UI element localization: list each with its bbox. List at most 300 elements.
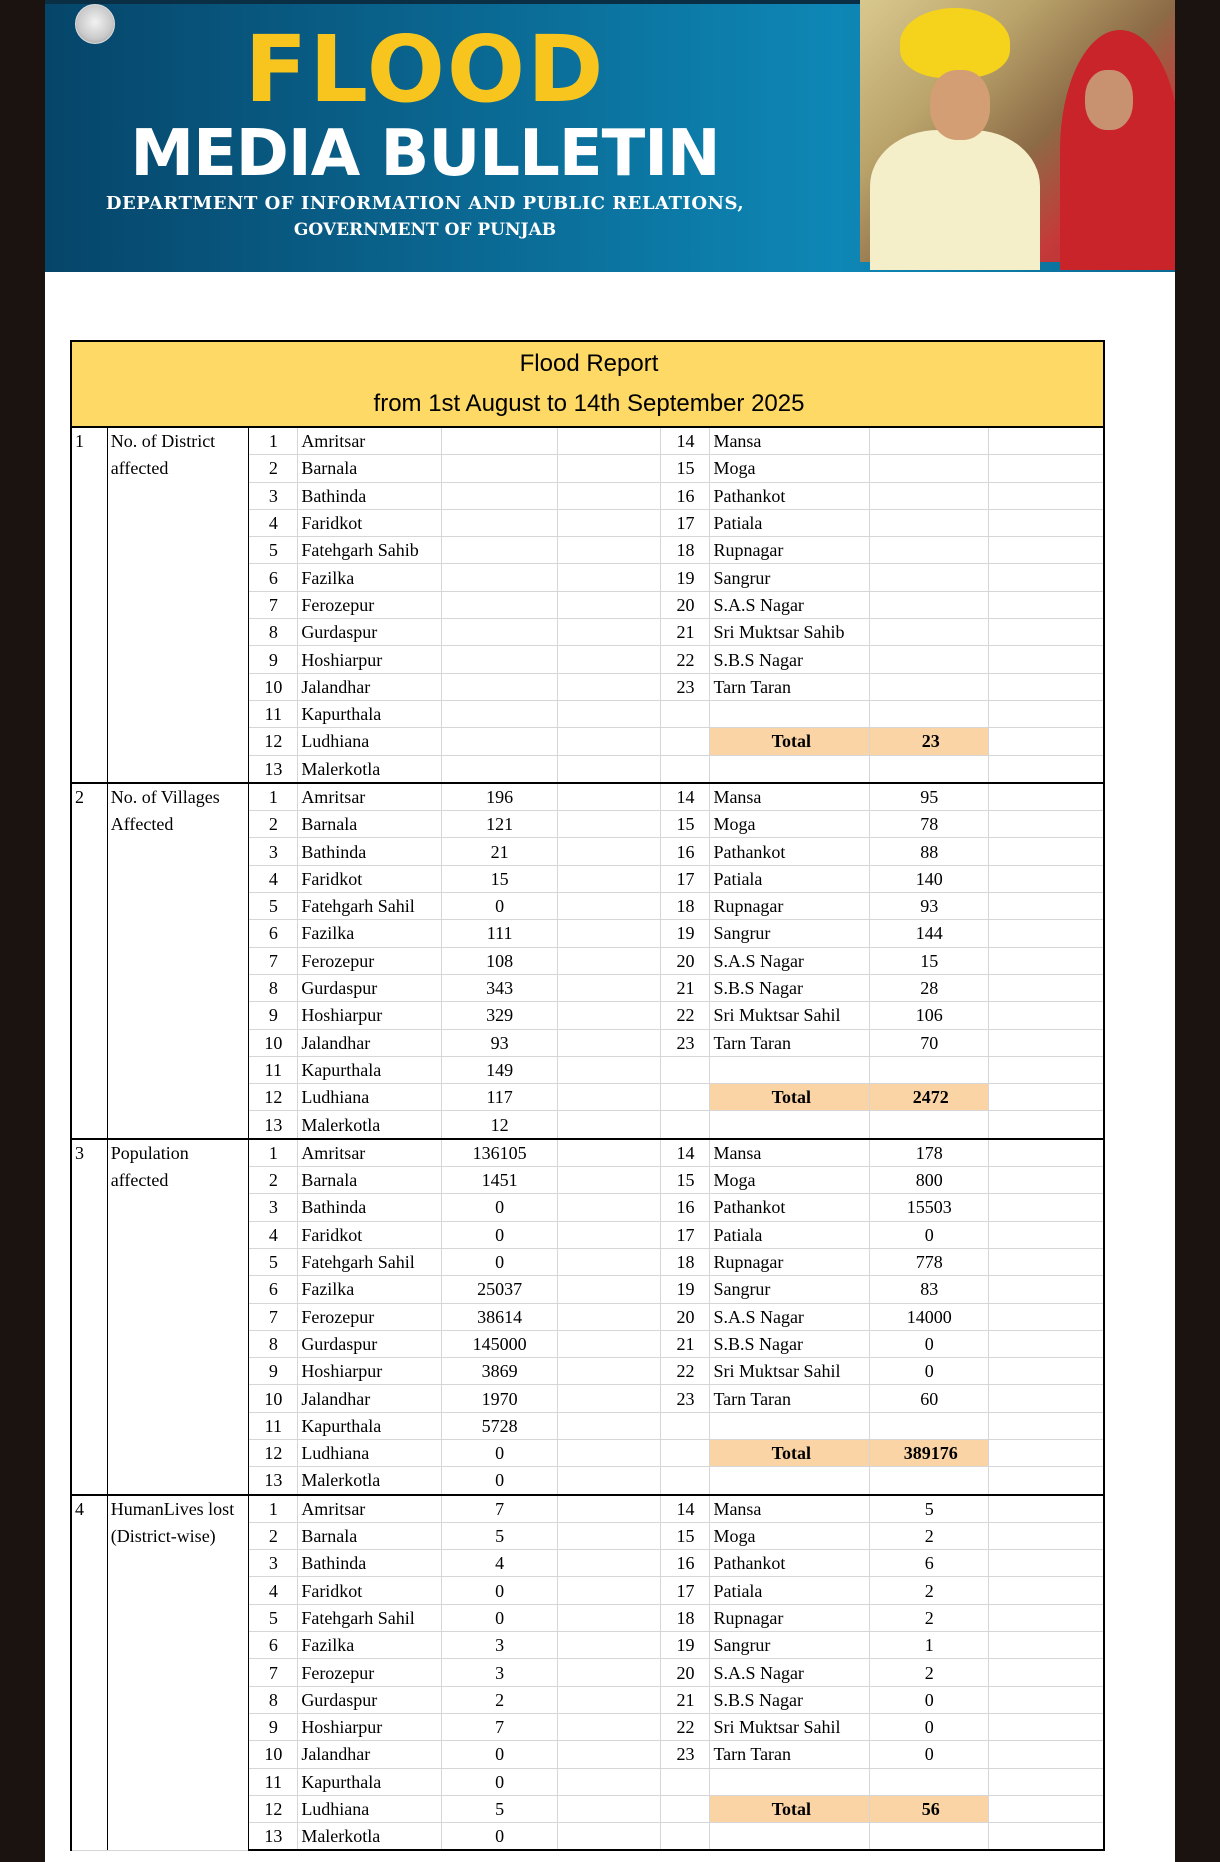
spacer-cell [989, 564, 1104, 591]
spacer-cell [989, 1795, 1104, 1822]
right-value: 144 [870, 920, 989, 947]
left-value: 0 [442, 1248, 558, 1275]
right-district: Pathankot [710, 838, 870, 865]
section-number: 2 [71, 783, 107, 1139]
empty-cell [870, 1467, 989, 1495]
right-serial: 16 [661, 1194, 710, 1221]
left-district: Amritsar [298, 783, 442, 811]
right-district: Mansa [710, 427, 870, 455]
spacer-cell [558, 865, 661, 892]
spacer-cell [558, 1029, 661, 1056]
left-value [442, 673, 558, 700]
table-row [71, 427, 1104, 455]
left-district: Hoshiarpur [298, 1002, 442, 1029]
left-serial: 10 [249, 1029, 298, 1056]
left-district: Malerkotla [298, 1111, 442, 1139]
right-serial: 19 [661, 920, 710, 947]
spacer-cell [558, 1741, 661, 1768]
right-district: Rupnagar [710, 1604, 870, 1631]
left-district: Fatehgarh Sahil [298, 1248, 442, 1275]
spacer-cell [989, 1002, 1104, 1029]
total-value: 56 [870, 1795, 989, 1822]
left-serial: 7 [249, 947, 298, 974]
spacer-cell [558, 1194, 661, 1221]
left-value: 111 [442, 920, 558, 947]
spacer-cell [558, 564, 661, 591]
right-district: Moga [710, 1167, 870, 1194]
right-district: Sangrur [710, 564, 870, 591]
spacer-cell [989, 427, 1104, 455]
empty-cell [710, 1467, 870, 1495]
right-serial: 15 [661, 1167, 710, 1194]
left-serial: 2 [249, 1167, 298, 1194]
right-value: 0 [870, 1358, 989, 1385]
left-serial: 10 [249, 1741, 298, 1768]
spacer-cell [558, 1495, 661, 1523]
right-value: 78 [870, 811, 989, 838]
spacer-cell [989, 1741, 1104, 1768]
left-serial: 6 [249, 564, 298, 591]
spacer-cell [989, 482, 1104, 509]
left-value: 15 [442, 865, 558, 892]
left-serial: 5 [249, 1248, 298, 1275]
left-district: Fazilka [298, 564, 442, 591]
left-value: 149 [442, 1056, 558, 1083]
spacer-cell [989, 1358, 1104, 1385]
left-serial: 1 [249, 1139, 298, 1167]
left-district: Jalandhar [298, 1385, 442, 1412]
right-value: 140 [870, 865, 989, 892]
right-district: S.B.S Nagar [710, 1330, 870, 1357]
left-district: Fazilka [298, 1632, 442, 1659]
empty-cell [661, 1111, 710, 1139]
right-district: Patiala [710, 509, 870, 536]
left-district: Barnala [298, 1522, 442, 1549]
spacer-cell [989, 1659, 1104, 1686]
spacer-cell [989, 1495, 1104, 1523]
right-serial: 22 [661, 1358, 710, 1385]
left-value: 3869 [442, 1358, 558, 1385]
total-label: Total [710, 728, 870, 755]
department-line-2: GOVERNMENT OF PUNJAB [293, 220, 557, 240]
left-district: Hoshiarpur [298, 646, 442, 673]
left-value: 5 [442, 1795, 558, 1822]
spacer-cell [989, 811, 1104, 838]
right-value [870, 619, 989, 646]
photo-figure-shirt [870, 130, 1040, 270]
right-value: 778 [870, 1248, 989, 1275]
photo-figure-face [930, 70, 990, 140]
section-number: 1 [71, 427, 107, 783]
left-value [442, 455, 558, 482]
spacer-cell [989, 865, 1104, 892]
empty-cell [661, 1412, 710, 1439]
left-serial: 11 [249, 1768, 298, 1795]
left-district: Amritsar [298, 427, 442, 455]
left-serial: 4 [249, 1221, 298, 1248]
left-value [442, 509, 558, 536]
spacer-cell [558, 619, 661, 646]
spacer-cell [989, 755, 1104, 783]
left-value: 145000 [442, 1330, 558, 1357]
right-serial: 21 [661, 974, 710, 1001]
spacer-cell [558, 455, 661, 482]
left-district: Bathinda [298, 838, 442, 865]
left-district: Kapurthala [298, 1768, 442, 1795]
spacer-cell [989, 1139, 1104, 1167]
right-value [870, 482, 989, 509]
empty-cell [870, 1056, 989, 1083]
spacer-cell [558, 646, 661, 673]
left-district: Fatehgarh Sahil [298, 893, 442, 920]
spacer-cell [989, 673, 1104, 700]
left-serial: 3 [249, 482, 298, 509]
left-district: Gurdaspur [298, 974, 442, 1001]
empty-cell [661, 1084, 710, 1111]
left-serial: 6 [249, 1632, 298, 1659]
left-district: Faridkot [298, 509, 442, 536]
left-value: 196 [442, 783, 558, 811]
spacer-cell [558, 1632, 661, 1659]
right-serial: 21 [661, 1686, 710, 1713]
left-district: Gurdaspur [298, 1330, 442, 1357]
left-district: Ludhiana [298, 1084, 442, 1111]
right-value [870, 455, 989, 482]
spacer-cell [558, 1330, 661, 1357]
right-serial: 20 [661, 947, 710, 974]
empty-cell [661, 1467, 710, 1495]
spacer-cell [989, 455, 1104, 482]
left-district: Amritsar [298, 1495, 442, 1523]
empty-cell [661, 728, 710, 755]
left-value [442, 646, 558, 673]
spacer-cell [989, 1713, 1104, 1740]
right-value: 70 [870, 1029, 989, 1056]
left-serial: 11 [249, 700, 298, 727]
left-district: Malerkotla [298, 1467, 442, 1495]
empty-cell [661, 1439, 710, 1466]
right-value: 2 [870, 1577, 989, 1604]
right-value: 0 [870, 1330, 989, 1357]
banner-subtitle: MEDIA BULLETIN [130, 117, 720, 191]
total-label: Total [710, 1084, 870, 1111]
spacer-cell [558, 1002, 661, 1029]
right-district: Rupnagar [710, 537, 870, 564]
total-label: Total [710, 1439, 870, 1466]
left-serial: 2 [249, 811, 298, 838]
spacer-cell [558, 1604, 661, 1631]
right-serial: 18 [661, 1604, 710, 1631]
spacer-cell [558, 838, 661, 865]
right-value: 60 [870, 1385, 989, 1412]
left-serial: 2 [249, 455, 298, 482]
left-value [442, 591, 558, 618]
spacer-cell [989, 1385, 1104, 1412]
right-district: S.A.S Nagar [710, 591, 870, 618]
left-district: Ludhiana [298, 728, 442, 755]
right-value [870, 673, 989, 700]
right-district: Mansa [710, 783, 870, 811]
empty-cell [870, 700, 989, 727]
left-value: 4 [442, 1550, 558, 1577]
total-value: 389176 [870, 1439, 989, 1466]
spacer-cell [558, 1167, 661, 1194]
right-serial: 17 [661, 509, 710, 536]
left-serial: 4 [249, 509, 298, 536]
right-serial: 16 [661, 482, 710, 509]
left-district: Faridkot [298, 865, 442, 892]
left-district: Hoshiarpur [298, 1713, 442, 1740]
spacer-cell [989, 700, 1104, 727]
spacer-cell [558, 1276, 661, 1303]
spacer-cell [558, 1056, 661, 1083]
right-district: Pathankot [710, 1194, 870, 1221]
empty-cell [661, 755, 710, 783]
left-serial: 6 [249, 920, 298, 947]
left-value: 0 [442, 1467, 558, 1495]
right-value [870, 564, 989, 591]
spacer-cell [558, 947, 661, 974]
department-line-1: DEPARTMENT OF INFORMATION AND PUBLIC RELATIONS, [105, 193, 745, 214]
empty-cell [661, 1795, 710, 1822]
left-serial: 3 [249, 1194, 298, 1221]
spacer-cell [989, 537, 1104, 564]
right-value: 6 [870, 1550, 989, 1577]
left-district: Ferozepur [298, 1659, 442, 1686]
left-district: Barnala [298, 455, 442, 482]
left-value: 121 [442, 811, 558, 838]
left-district: Ludhiana [298, 1439, 442, 1466]
left-district: Bathinda [298, 1550, 442, 1577]
right-value: 2 [870, 1522, 989, 1549]
left-serial: 5 [249, 537, 298, 564]
spacer-cell [558, 700, 661, 727]
left-value: 1970 [442, 1385, 558, 1412]
left-value: 343 [442, 974, 558, 1001]
spacer-cell [558, 537, 661, 564]
left-value: 0 [442, 1194, 558, 1221]
photo-figure-face-2 [1085, 70, 1133, 130]
right-serial: 23 [661, 1741, 710, 1768]
spacer-cell [989, 1439, 1104, 1466]
spacer-cell [989, 1522, 1104, 1549]
spacer-cell [989, 1467, 1104, 1495]
left-district: Malerkotla [298, 1823, 442, 1851]
right-serial: 14 [661, 427, 710, 455]
right-value: 93 [870, 893, 989, 920]
spacer-cell [558, 783, 661, 811]
left-district: Gurdaspur [298, 1686, 442, 1713]
left-serial: 8 [249, 619, 298, 646]
spacer-cell [989, 591, 1104, 618]
section-label: Population affected [107, 1139, 249, 1495]
left-serial: 8 [249, 974, 298, 1001]
empty-cell [870, 1412, 989, 1439]
right-value: 0 [870, 1713, 989, 1740]
left-serial: 1 [249, 783, 298, 811]
empty-cell [710, 755, 870, 783]
right-serial: 14 [661, 1495, 710, 1523]
left-value: 0 [442, 1741, 558, 1768]
photo-figure-turban [900, 8, 1010, 78]
spacer-cell [989, 1768, 1104, 1795]
spacer-cell [989, 1167, 1104, 1194]
report-header-row [71, 341, 1104, 427]
spacer-cell [989, 1029, 1104, 1056]
left-value: 2 [442, 1686, 558, 1713]
spacer-cell [558, 1111, 661, 1139]
spacer-cell [558, 920, 661, 947]
left-value: 329 [442, 1002, 558, 1029]
left-district: Bathinda [298, 1194, 442, 1221]
spacer-cell [558, 1659, 661, 1686]
empty-cell [710, 1768, 870, 1795]
left-serial: 9 [249, 646, 298, 673]
section-label: No. of District affected [107, 427, 249, 783]
spacer-cell [989, 1412, 1104, 1439]
left-value: 38614 [442, 1303, 558, 1330]
right-district: Sri Muktsar Sahil [710, 1358, 870, 1385]
left-value: 0 [442, 1439, 558, 1466]
spacer-cell [989, 1276, 1104, 1303]
left-serial: 3 [249, 1550, 298, 1577]
left-serial: 12 [249, 1084, 298, 1111]
spacer-cell [989, 920, 1104, 947]
spacer-cell [989, 974, 1104, 1001]
left-district: Faridkot [298, 1221, 442, 1248]
right-serial: 21 [661, 1330, 710, 1357]
left-serial: 13 [249, 1111, 298, 1139]
right-serial: 19 [661, 1276, 710, 1303]
right-district: Patiala [710, 1221, 870, 1248]
right-district: S.A.S Nagar [710, 1659, 870, 1686]
right-value [870, 509, 989, 536]
left-serial: 8 [249, 1330, 298, 1357]
right-serial: 20 [661, 1303, 710, 1330]
right-value: 178 [870, 1139, 989, 1167]
right-value [870, 591, 989, 618]
banner-photo [860, 0, 1175, 262]
left-value: 25037 [442, 1276, 558, 1303]
right-value [870, 537, 989, 564]
spacer-cell [558, 1248, 661, 1275]
left-district: Fazilka [298, 1276, 442, 1303]
spacer-cell [558, 1522, 661, 1549]
left-serial: 11 [249, 1056, 298, 1083]
spacer-cell [558, 1686, 661, 1713]
right-district: S.B.S Nagar [710, 974, 870, 1001]
report-header [71, 341, 1104, 427]
section-number: 3 [71, 1139, 107, 1495]
left-value: 5 [442, 1522, 558, 1549]
left-district: Fazilka [298, 920, 442, 947]
left-district: Fatehgarh Sahil [298, 1604, 442, 1631]
left-serial: 12 [249, 728, 298, 755]
spacer-cell [558, 1221, 661, 1248]
spacer-cell [989, 1194, 1104, 1221]
left-value: 136105 [442, 1139, 558, 1167]
spacer-cell [558, 728, 661, 755]
spacer-cell [558, 1713, 661, 1740]
right-serial: 18 [661, 893, 710, 920]
left-district: Bathinda [298, 482, 442, 509]
left-value: 21 [442, 838, 558, 865]
spacer-cell [989, 783, 1104, 811]
total-value: 23 [870, 728, 989, 755]
left-value: 108 [442, 947, 558, 974]
right-value: 0 [870, 1741, 989, 1768]
left-serial: 5 [249, 1604, 298, 1631]
spacer-cell [989, 509, 1104, 536]
left-serial: 6 [249, 1276, 298, 1303]
left-value: 0 [442, 1221, 558, 1248]
section-number: 4 [71, 1495, 107, 1851]
right-value: 1 [870, 1632, 989, 1659]
spacer-cell [558, 1385, 661, 1412]
right-district: S.A.S Nagar [710, 947, 870, 974]
right-district: Sangrur [710, 920, 870, 947]
spacer-cell [558, 427, 661, 455]
right-district: Patiala [710, 865, 870, 892]
spacer-cell [558, 509, 661, 536]
report-period: from 1st August to 14th September 2025 [373, 390, 805, 417]
right-value: 106 [870, 1002, 989, 1029]
right-district: Patiala [710, 1577, 870, 1604]
left-district: Kapurthala [298, 700, 442, 727]
left-serial: 12 [249, 1795, 298, 1822]
empty-cell [710, 1111, 870, 1139]
left-value: 7 [442, 1495, 558, 1523]
left-value [442, 482, 558, 509]
left-district: Fatehgarh Sahib [298, 537, 442, 564]
table-row [71, 1495, 1104, 1523]
spacer-cell [558, 893, 661, 920]
left-serial: 11 [249, 1412, 298, 1439]
right-serial: 22 [661, 646, 710, 673]
empty-cell [870, 1823, 989, 1851]
right-district: S.B.S Nagar [710, 646, 870, 673]
right-district: Mansa [710, 1139, 870, 1167]
left-serial: 13 [249, 1467, 298, 1495]
empty-cell [710, 1412, 870, 1439]
right-value: 5 [870, 1495, 989, 1523]
right-district: Rupnagar [710, 1248, 870, 1275]
right-serial: 16 [661, 838, 710, 865]
left-serial: 9 [249, 1002, 298, 1029]
left-value [442, 700, 558, 727]
left-serial: 1 [249, 427, 298, 455]
right-serial: 15 [661, 455, 710, 482]
left-serial: 13 [249, 1823, 298, 1851]
photo-figure-scarf [1060, 30, 1175, 270]
spacer-cell [989, 1577, 1104, 1604]
spacer-cell [989, 1111, 1104, 1139]
left-serial: 9 [249, 1713, 298, 1740]
table-row [71, 783, 1104, 811]
spacer-cell [558, 1577, 661, 1604]
spacer-cell [558, 755, 661, 783]
total-value: 2472 [870, 1084, 989, 1111]
left-value [442, 427, 558, 455]
left-serial: 13 [249, 755, 298, 783]
right-serial: 21 [661, 619, 710, 646]
left-serial: 2 [249, 1522, 298, 1549]
spacer-cell [558, 482, 661, 509]
spacer-cell [558, 1412, 661, 1439]
right-value: 2 [870, 1659, 989, 1686]
right-serial: 17 [661, 1577, 710, 1604]
empty-cell [661, 1823, 710, 1851]
